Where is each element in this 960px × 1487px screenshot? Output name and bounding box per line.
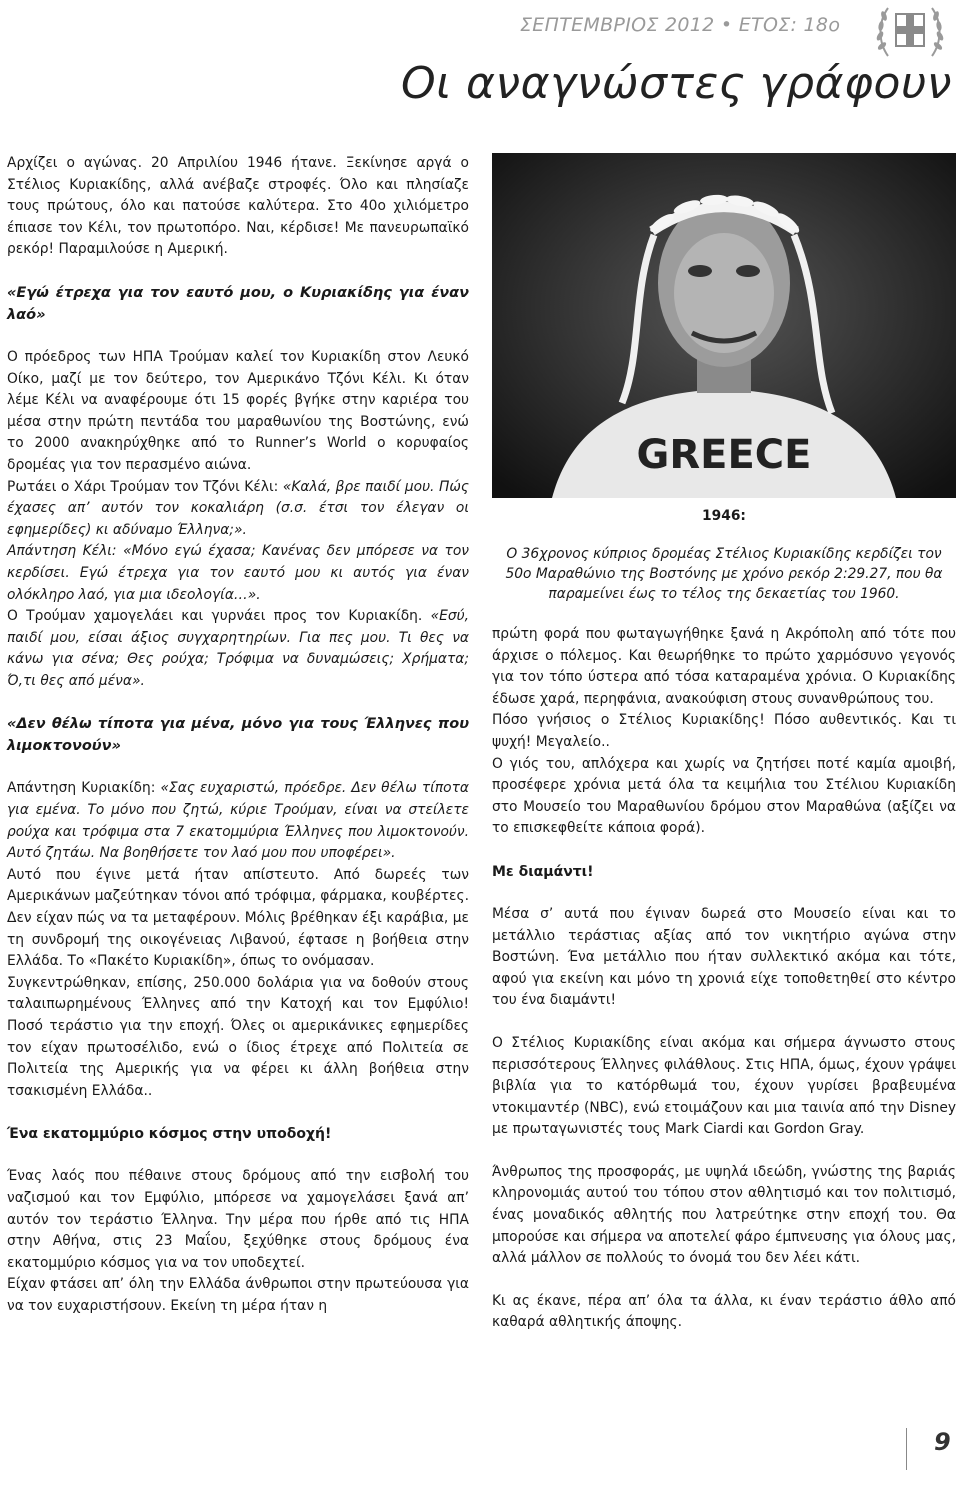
paragraph: [7, 606, 469, 692]
paragraph: Μέσα σ’ αυτά που έγιναν δωρεά στο Μουσείο είναι και το μετάλλιο τεράστιας αξίας από τον νικητήριο αγώνα στην Βοστώνη. Ένα μετάλλιο που ήταν συλλεκτικό ακόμα και τότε, αφού για εκείνη και μόνο τη χρονιά είχε τοποθετηθεί στο κέντρο του ένα διαμάντι!: [492, 905, 956, 1009]
section-heading-3: Ένα εκατομμύριο κόσμος στην υποδοχή!: [7, 1126, 332, 1143]
paragraph: Αυτό που έγινε μετά ήταν απίστευτο. Από δωρεές των Αμερικάνων μαζεύτηκαν τόνοι από τρόφιμα, φάρμακα, κουβέρτες. Δεν είχαν πώς να τα μεταφέρουν. Μόλις βρέθηκαν έξι καράβια, με τη συνδρομή της οικογένειας Λιβανού, έφτασε η βοήθεια στην Ελλάδα. Το «Πακέτο Κυριακίδη», όπως το ονόμασαν.: [7, 866, 469, 970]
page-title: Οι αναγνώστες γράφουν: [401, 58, 952, 109]
section-heading: Με διαμάντι!: [492, 863, 594, 880]
paragraph: Ένας λαός που πέθαινε στους δρόμους από την εισβολή του ναζισμού και τον Εμφύλιο, μπόρεσε να χαμογελάσει ξανά απ’ αυτόν τον τεράστιο Έλληνα. Την μέρα που ήρθε από τις ΗΠΑ στην Αθήνα, στις 23 Μαΐου, ξεχύθηκε στους δρόμους ένα εκατομμύριο κόσμος για να τον υποδεχτεί.: [7, 1168, 469, 1271]
text: Ο Τρούμαν χαμογελάει και γυρνάει προς τον Κυριακίδη.: [7, 608, 431, 625]
right-column: [492, 624, 956, 1334]
paragraph: [7, 477, 469, 542]
paragraph: Συγκεντρώθηκαν, επίσης, 250.000 δολάρια για να δοθούν στους ταλαιπωρημένους Έλληνες από την Κατοχή και τον Εμφύλιο! Ποσό τεράστιο για την εποχή. Όλες οι αμερικάνικες εφημερίδες τον είχαν πρωτοσέλιδο, ενώ ο ίδιος έτρεχε από Πολιτεία σε Πολιτεία της Αμερικής για να φέρει κι άλλη βοήθεια στην τσακισμένη Ελλάδα..: [7, 974, 469, 1099]
page-number-divider: [906, 1428, 907, 1470]
paragraph: Απάντηση Κέλι: «Μόνο εγώ έχασα; Κανένας δεν μπόρεσε να τον κερδίσει. Εγώ έτρεχα για τον εαυτό μου κι αυτός για έναν ολόκληρο λαό, για μια ιδεολογία…».: [7, 543, 469, 603]
photo-caption-title: 1946:: [702, 508, 746, 524]
text: Ρωτάει ο Χάρι Τρούμαν τον Τζόνι Κέλι:: [7, 478, 283, 495]
paragraph: Είχαν φτάσει απ’ όλη την Ελλάδα άνθρωποι στην πρωτεύουσα για να τον ευχαριστήσουν. Εκείνη τη μέρα ήταν η: [7, 1276, 469, 1314]
section-heading-2: «Δεν θέλω τίποτα για μένα, μόνο για τους Έλληνες που λιμοκτονούν»: [7, 716, 469, 755]
quote: «Εσύ, παιδί μου, είσαι άξιος συγχαρητηρίων. Για πες μου. Τι θες να κάνω για σένα; Θες ρούχα; Τρόφιμα να δυναμώσεις; Χρήματα; Ό,τι θες από μένα».: [7, 608, 469, 689]
page-number: 9: [934, 1428, 951, 1456]
paragraph: [7, 778, 469, 864]
paragraph: Ο πρόεδρος των ΗΠΑ Τρούμαν καλεί τον Κυριακίδη στον Λευκό Οίκο, μαζί με τον δεύτερο, τον Αμερικάνο Τζόνι Κέλι. Κι όταν λέμε Κέλι να αναφέρουμε ότι 15 φορές βγήκε στην καριέρα του μέσα στην πρώτη πεντάδα του μαραθωνίου της Βοστώνης, ενώ το 2000 ανακηρύχθηκε από το Runner’s World ο κορυφαίος δρομέας για τον περασμένο αιώνα.: [7, 348, 469, 473]
paragraph: Ο Στέλιος Κυριακίδης είναι ακόμα και σήμερα άγνωστο στους περισσότερους Έλληνες φιλάθλους. Στις ΗΠΑ, όμως, έχουν γράψει βιβλία για το κατόρθωμά του, έχουν γυρίσει βραβευμένα ντοκιμαντέρ (NBC), ενώ ετοιμάζουν και μια ταινία από την Disney με πρωταγωνιστές τους Mark Ciardi και Gordon Gray.: [492, 1034, 956, 1138]
quote: «Καλά, βρε παιδί μου. Πώς έχασες απ’ αυτόν τον κοκαλιάρη (σ.σ. έτσι τον έλεγαν οι εφημερίδες) κι αδύναμο Έλληνα;».: [7, 478, 469, 538]
paragraph: Κι ας έκανε, πέρα απ’ όλα τα άλλα, κι έναν τεράστιο άθλο από καθαρά αθλητικής άποψης.: [492, 1292, 956, 1331]
left-column: [7, 153, 469, 1318]
shirt-lettering: GREECE: [636, 432, 812, 478]
paragraph: Ο γιός του, απλόχερα και χωρίς να ζητήσει ποτέ καμία αμοιβή, προσέφερε χρόνια μετά όλα τα κειμήλια του Στέλιου Κυριακίδη στο Μουσείο του Μαραθωνίου δρόμου στον Μαραθώνα (αξίζει να το επισκεφθείτε κάποια φορά).: [492, 755, 956, 837]
intro-paragraph: Αρχίζει ο αγώνας. 20 Απριλίου 1946 ήτανε. Ξεκίνησε αργά ο Στέλιος Κυριακίδης, αλλά ανέβαζε στροφές. Όλο και πλησίαζε τους πρώτους, όλο και πατούσε καλύτερα. Στο 40ο χιλιόμετρο έπιασε τον Κέλι, τον πρωτοπόρο. Ναι, κέρδισε! Με πανευρωπαϊκό ρεκόρ! Παραμιλούσε η Αμερική.: [7, 155, 469, 258]
quote: «Σας ευχαριστώ, πρόεδρε. Δεν θέλω τίποτα για εμένα. Το μόνο που ζητώ, κύριε Τρούμαν, είναι να στείλετε ρούχα και τρόφιμα στα 7 εκατομμύρια Έλληνες που λιμοκτονούν. Αυτό ζητάω. Να βοηθήσετε τον λαό μου που υποφέρει».: [7, 780, 469, 862]
paragraph: Πόσο γνήσιος ο Στέλιος Κυριακίδης! Πόσο αυθεντικός. Και τι ψυχή! Μεγαλείο..: [492, 712, 956, 750]
photo-caption-text: Ο 36χρονος κύπριος δρομέας Στέλιος Κυριακίδης κερδίζει τον 50ο Μαραθώνιο της Βοστόνης με χρόνο ρεκόρ 2:29.27, που θα παραμείνει έως το τέλος της δεκαετίας του 1960.: [505, 546, 943, 602]
paragraph: πρώτη φορά που φωταγωγήθηκε ξανά η Ακρόπολη από τότε που άρχισε ο πόλεμος. Και θεωρήθηκε το πρώτο χαρμόσυνο γεγονός για τον τόπο ύστερα από τόσα καταραμένα χρόνια. Ο Κυριακίδης έδωσε χαρά, περηφάνια, ανακούφιση στους συνανθρώπους του.: [492, 626, 956, 707]
greek-flag-laurel-emblem-icon: [874, 2, 946, 62]
athlete-photo: [492, 153, 956, 498]
paragraph: Άνθρωπος της προσφοράς, με υψηλά ιδεώδη, γνώστης της βαριάς κληρονομιάς αυτού του τόπου στον αθλητισμό και τον πολιτισμό, ένας μοναδικός αθλητής που λατρεύτηκε στην εποχή του. Θα μπορούσε και σήμερα να αποτελεί φάρο έμπνευσης για όλους μας, αλλά μάλλον σε πολλούς το όνομά του δεν λέει κάτι.: [492, 1163, 956, 1267]
text: Απάντηση Κυριακίδη:: [7, 780, 161, 797]
section-heading-1: «Εγώ έτρεχα για τον εαυτό μου, ο Κυριακίδης για έναν λαό»: [7, 284, 469, 323]
issue-date: ΣΕΠΤΕΜΒΡΙΟΣ 2012 • ΕΤΟΣ: 18ο: [520, 14, 841, 36]
